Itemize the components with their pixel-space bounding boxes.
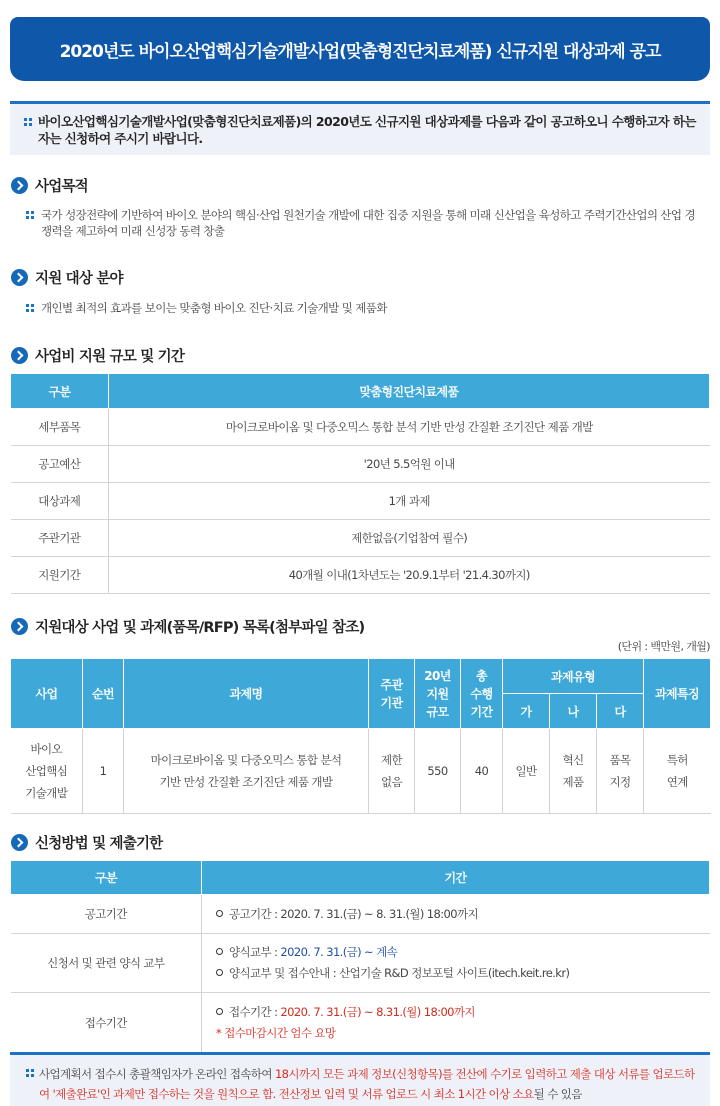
rfp-cell-no: 1 <box>83 729 124 814</box>
row-label: 지원기간 <box>11 557 109 594</box>
rfp-header-type-b: 나 <box>550 694 597 729</box>
scale-header-product: 맞춤형진단치료제품 <box>109 374 710 409</box>
note-part-1: 사업계획서 접수시 총괄책임자가 온라인 접속하여 <box>39 1067 275 1081</box>
arrow-circle-icon <box>11 347 28 364</box>
section-title: 사업비 지원 규모 및 기간 <box>35 349 185 365</box>
apply-row-label: 접수기간 <box>11 993 202 1054</box>
apply-row-label: 신청서 및 관련 양식 교부 <box>11 934 202 993</box>
rfp-cell-name: 마이크로바이옴 및 다중오믹스 통합 분석 기반 만성 간질환 조기진단 제품 개발 <box>124 729 369 814</box>
row-label: 공고예산 <box>11 446 109 483</box>
rfp-cell-type-a: 일반 <box>503 729 550 814</box>
apply-row-value <box>202 993 710 1054</box>
rfp-header-business: 사업 <box>11 659 83 729</box>
rfp-header-type: 과제유형 <box>503 659 644 694</box>
rfp-table <box>10 658 711 814</box>
purpose-text-block <box>26 207 696 239</box>
rfp-cell-business: 바이오 산업핵심 기술개발 <box>11 729 83 814</box>
circle-bullet-icon <box>216 1008 223 1015</box>
note-box <box>10 1052 710 1106</box>
section-heading-scale <box>11 345 184 366</box>
note-part-2: 18시까지 모든 과제 정보(신청항목)를 전산에 수기로 입력하고 제출 대상 서류를 업로드하여 '제출완료'인 과제만 접수하는 것을 원칙으로 함. 전산정보 입력 및 서류 업로드 시 최소 1시간 이상 소요 <box>39 1067 695 1101</box>
apply-header-period: 기간 <box>202 861 710 895</box>
unit-note: (단위 : 백만원, 개월) <box>617 640 710 653</box>
arrow-circle-icon <box>11 618 28 635</box>
row-value: 마이크로바이옴 및 다중오믹스 통합 분석 기반 만성 간질환 조기진단 제품 개발 <box>109 409 710 446</box>
section-title: 지원대상 사업 및 과제(품목/RFP) 목록(첨부파일 참조) <box>35 620 365 636</box>
row-value: '20년 5.5억원 이내 <box>109 446 710 483</box>
section-title: 지원 대상 분야 <box>35 271 123 287</box>
table-row <box>11 483 710 520</box>
grid-bullet-icon <box>26 211 34 219</box>
field-text: 개인별 최적의 효과를 보이는 맞춤형 바이오 진단·치료 기술개발 및 제품화 <box>41 301 387 315</box>
table-row <box>11 409 710 446</box>
arrow-circle-icon <box>11 177 28 194</box>
section-title: 신청방법 및 제출기한 <box>35 836 163 852</box>
rfp-header-feature: 과제특징 <box>644 659 711 729</box>
section-heading-apply <box>11 832 162 853</box>
row-value: 제한없음(기업참여 필수) <box>109 520 710 557</box>
table-row <box>11 934 710 993</box>
grid-bullet-icon <box>26 1069 34 1077</box>
row-value: 1개 과제 <box>109 483 710 520</box>
rfp-cell-period: 40 <box>461 729 503 814</box>
table-row <box>11 520 710 557</box>
grid-bullet-icon <box>26 304 34 312</box>
section-heading-field <box>11 267 123 288</box>
page-title: 2020년도 바이오산업핵심기술개발사업(맞춤형진단치료제품) 신규지원 대상과제 공고 <box>10 17 710 81</box>
notice-period-text: 공고기간 : 2020. 7. 31.(금) ~ 8. 31.(월) 18:00까지 <box>229 906 478 921</box>
submission-prefix: 접수기간 : <box>229 1005 281 1019</box>
table-row <box>11 729 711 814</box>
table-row <box>11 895 710 934</box>
rfp-header-name: 과제명 <box>124 659 369 729</box>
row-value: 40개월 이내(1차년도는 '20.9.1부터 '21.4.30까지) <box>109 557 710 594</box>
form-issue-date: 2020. 7. 31.(금) ~ 계속 <box>280 945 398 959</box>
note-text <box>24 1064 696 1104</box>
intro-box <box>10 101 710 155</box>
rfp-cell-feature: 특허 연계 <box>644 729 711 814</box>
intro-text: 바이오산업핵심기술개발사업(맞춤형진단치료제품)의 2020년도 신규지원 대상과제를 다음과 같이 공고하오니 수행하고자 하는 자는 신청하여 주시기 바랍니다. <box>38 114 696 146</box>
arrow-circle-icon <box>11 834 28 851</box>
section-heading-rfp <box>11 616 364 637</box>
circle-bullet-icon <box>216 910 223 917</box>
note-part-3: 될 수 있음 <box>533 1087 582 1101</box>
submission-date: 2020. 7. 31.(금) ~ 8.31.(월) 18:00까지 <box>280 1005 475 1019</box>
rfp-header-org: 주관 기관 <box>369 659 415 729</box>
rfp-cell-budget: 550 <box>415 729 461 814</box>
deadline-warning: * 접수마감시간 엄수 요망 <box>216 1026 336 1040</box>
table-row <box>11 446 710 483</box>
rfp-cell-type-b: 혁신 제품 <box>550 729 597 814</box>
rfp-header-budget: 20년 지원 규모 <box>415 659 461 729</box>
circle-bullet-icon <box>216 948 223 955</box>
rfp-cell-org: 제한 없음 <box>369 729 415 814</box>
apply-table <box>10 860 710 1054</box>
circle-bullet-icon <box>216 969 223 976</box>
row-label: 주관기관 <box>11 520 109 557</box>
section-title: 사업목적 <box>35 179 88 195</box>
section-heading-purpose <box>11 175 88 196</box>
row-label: 대상과제 <box>11 483 109 520</box>
table-row <box>11 557 710 594</box>
scale-table <box>10 373 710 594</box>
rfp-header-no: 순번 <box>83 659 124 729</box>
apply-row-value <box>202 934 710 993</box>
form-issue-prefix: 양식교부 : <box>229 945 281 959</box>
rfp-cell-type-c: 품목 지정 <box>597 729 644 814</box>
apply-row-value <box>202 895 710 934</box>
apply-row-label: 공고기간 <box>11 895 202 934</box>
purpose-text: 국가 성장전략에 기반하여 바이오 분야의 핵심·산업 원천기술 개발에 대한 집중 지원을 통해 미래 신산업을 육성하고 주력기간산업의 산업 경쟁력을 제고하여 미래 신성장 동력 창출 <box>41 208 696 238</box>
field-text-block <box>26 300 696 316</box>
apply-header-category: 구분 <box>11 861 202 895</box>
rfp-header-type-a: 가 <box>503 694 550 729</box>
arrow-circle-icon <box>11 269 28 286</box>
table-row <box>11 993 710 1054</box>
rfp-header-type-c: 다 <box>597 694 644 729</box>
grid-bullet-icon <box>24 118 32 126</box>
scale-header-category: 구분 <box>11 374 109 409</box>
rfp-header-period: 총 수행 기간 <box>461 659 503 729</box>
row-label: 세부품목 <box>11 409 109 446</box>
form-guide-text: 양식교부 및 접수안내 : 산업기술 R&D 정보포털 사이트(itech.keit.re.kr) <box>229 966 570 980</box>
